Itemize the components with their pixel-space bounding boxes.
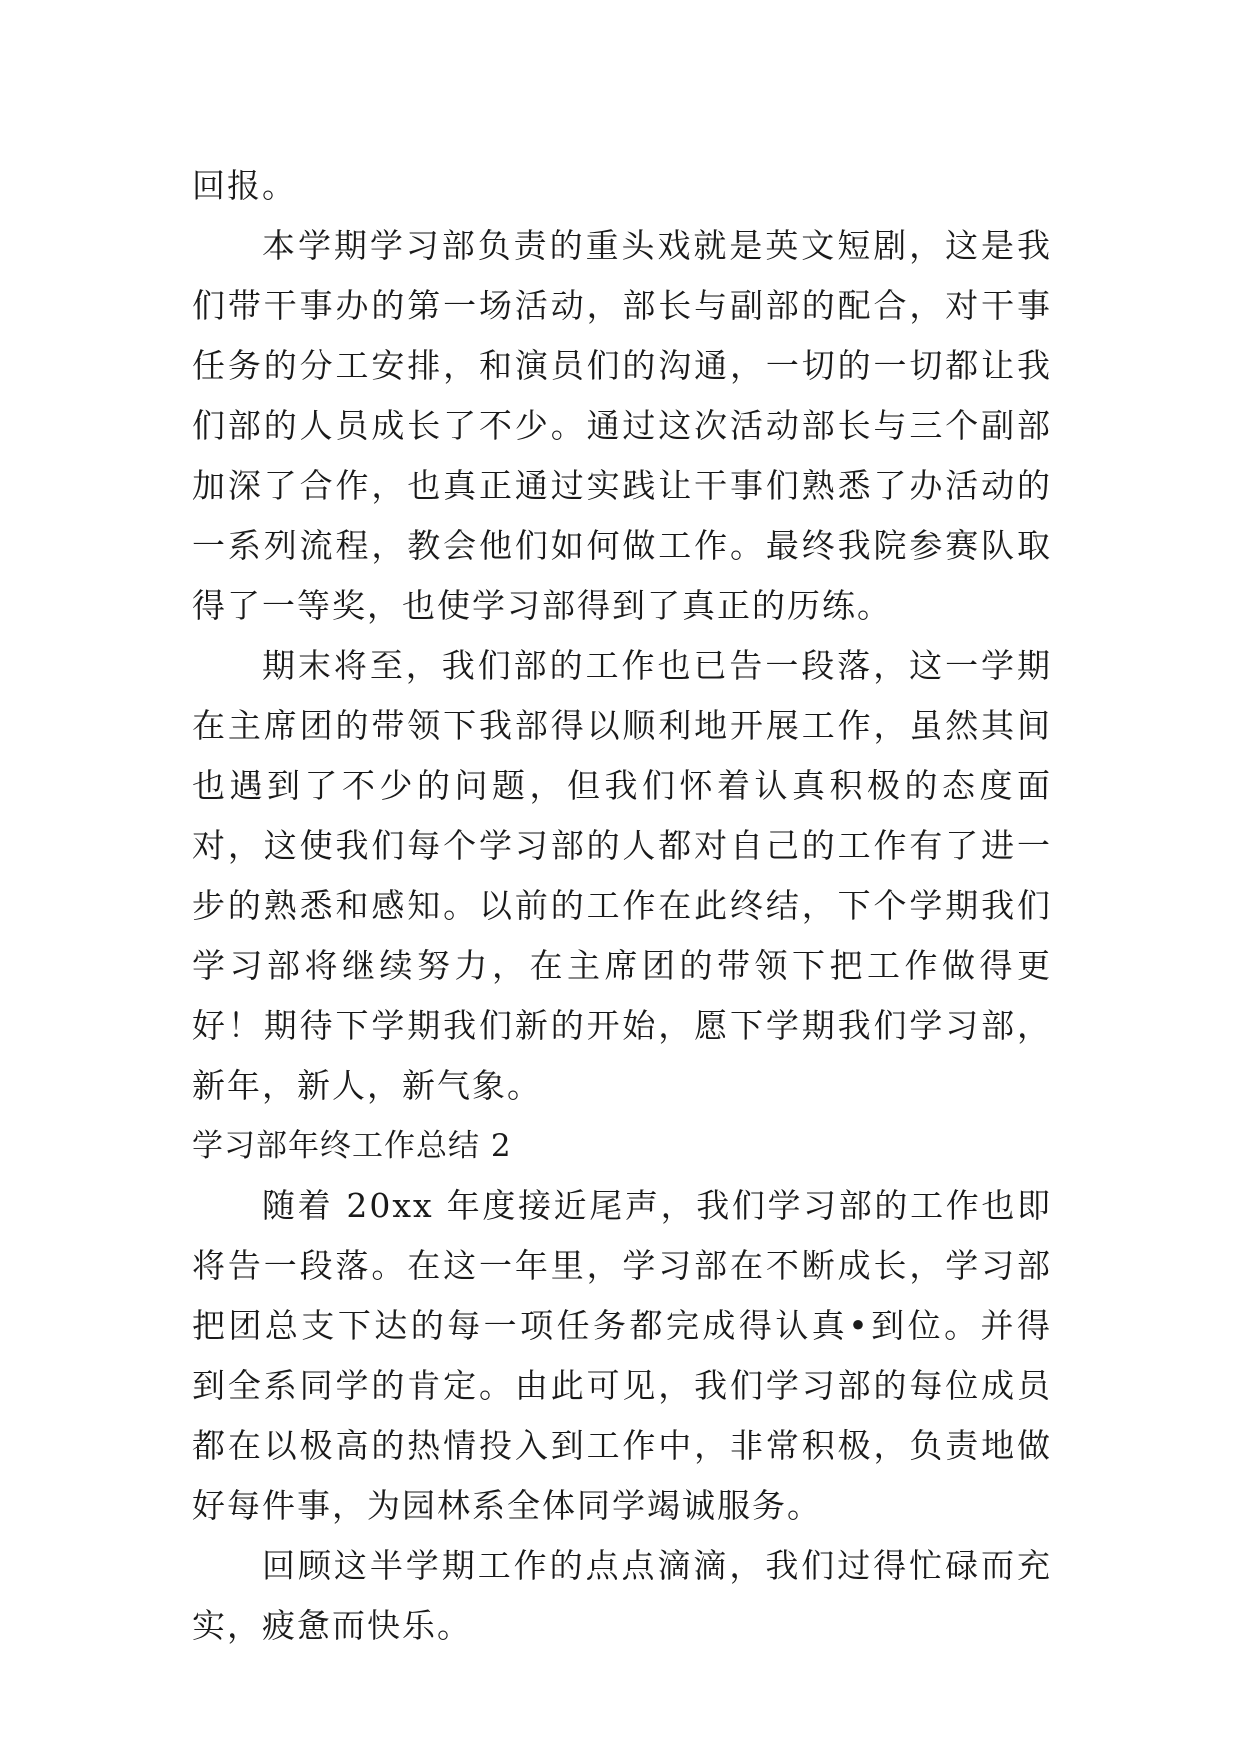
paragraph-review: 回顾这半学期工作的点点滴滴，我们过得忙碌而充实，疲惫而快乐。 — [192, 1546, 1052, 1645]
paragraph-english-drama: 本学期学习部负责的重头戏就是英文短剧，这是我们带干事办的第一场活动，部长与副部的配合，对干事任务的分工安排，和演员们的沟通，一切的一切都让我们部的人员成长了不少。通过这次活动部长与三个副部加深了合作，也真正通过实践让干事们熟悉了办活动的一系列流程，教会他们如何做工作。最终我院参赛队取得了一等奖，也使学习部得到了真正的历练。 — [192, 226, 1052, 625]
paragraph-continuation: 回报。 — [192, 166, 297, 205]
paragraph-semester-end: 期末将至，我们部的工作也已告一段落，这一学期在主席团的带领下我部得以顺利地开展工作，虽然其间也遇到了不少的问题，但我们怀着认真积极的态度面对，这使我们每个学习部的人都对自己的工作有了进一步的熟悉和感知。以前的工作在此终结，下个学期我们学习部将继续努力，在主席团的带领下把工作做得更好！期待下学期我们新的开始，愿下学期我们学习部，新年，新人，新气象。 — [192, 646, 1052, 1105]
section-heading: 学习部年终工作总结 2 — [192, 1128, 512, 1164]
document-page — [192, 156, 1052, 1656]
paragraph-year-end: 随着 20xx 年度接近尾声，我们学习部的工作也即将告一段落。在这一年里，学习部在不断成长，学习部把团总支下达的每一项任务都完成得认真•到位。并得到全系同学的肯定。由此可见，我们学习部的每位成员都在以极高的热情投入到工作中，非常积极，负责地做好每件事，为园林系全体同学竭诚服务。 — [192, 1186, 1052, 1525]
